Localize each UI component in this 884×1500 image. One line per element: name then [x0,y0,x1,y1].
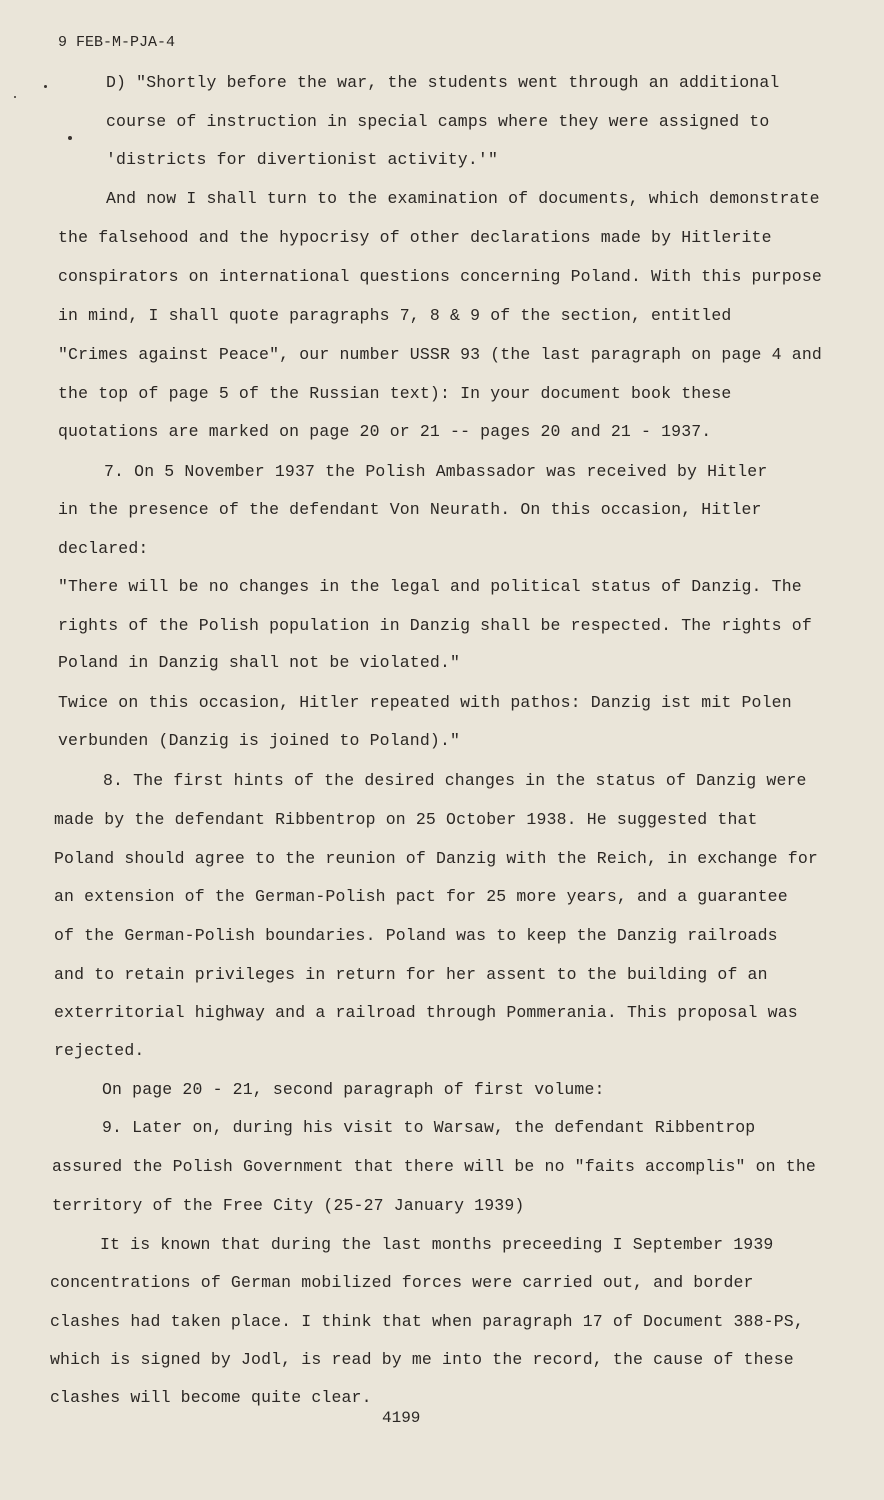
text-line: assured the Polish Government that there will be no "faits accomplis" on the [52,1157,816,1176]
text-line: conspirators on international questions concerning Poland. With this purpose [58,267,822,286]
text-line: in the presence of the defendant Von Neurath. On this occasion, Hitler [58,500,762,519]
page-header: 9 FEB-M-PJA-4 [58,34,176,51]
ink-speck [14,96,16,98]
ink-speck [44,85,47,88]
text-line: clashes had taken place. I think that when paragraph 17 of Document 388-PS, [50,1312,804,1331]
text-line: D) "Shortly before the war, the students went through an additional [106,73,780,92]
text-line: which is signed by Jodl, is read by me into the record, the cause of these [50,1350,794,1369]
text-line: Poland in Danzig shall not be violated." [58,653,461,672]
text-line: 7. On 5 November 1937 the Polish Ambassador was received by Hitler [104,462,768,481]
text-line: made by the defendant Ribbentrop on 25 October 1938. He suggested that [54,810,758,829]
text-line: of the German-Polish boundaries. Poland was to keep the Danzig railroads [54,926,778,945]
text-line: 8. The first hints of the desired changes in the status of Danzig were [103,771,807,790]
text-line: rejected. [54,1041,145,1060]
text-line: the top of page 5 of the Russian text): In your document book these [58,384,732,403]
ink-speck [68,136,72,140]
text-line: clashes will become quite clear. [50,1388,372,1407]
text-line: exterritorial highway and a railroad through Pommerania. This proposal was [54,1003,798,1022]
text-line: course of instruction in special camps where they were assigned to [106,112,770,131]
text-line: And now I shall turn to the examination of documents, which demonstrate [106,189,820,208]
text-line: 9. Later on, during his visit to Warsaw, the defendant Ribbentrop [102,1118,756,1137]
text-line: concentrations of German mobilized forces were carried out, and border [50,1273,754,1292]
text-line: and to retain privileges in return for her assent to the building of an [54,965,768,984]
page-number: 4199 [382,1409,421,1427]
text-line: 'districts for divertionist activity.'" [106,150,499,169]
text-line: territory of the Free City (25-27 January 1939) [52,1196,525,1215]
text-line: On page 20 - 21, second paragraph of first volume: [102,1080,605,1099]
text-line: verbunden (Danzig is joined to Poland)." [58,731,461,750]
text-line: an extension of the German-Polish pact for 25 more years, and a guarantee [54,887,788,906]
text-line: declared: [58,539,149,558]
text-line: rights of the Polish population in Danzig shall be respected. The rights of [58,616,812,635]
text-line: in mind, I shall quote paragraphs 7, 8 & 9 of the section, entitled [58,306,732,325]
text-line: "Crimes against Peace", our number USSR 93 (the last paragraph on page 4 and [58,345,822,364]
text-line: It is known that during the last months preceeding I September 1939 [100,1235,774,1254]
text-line: "There will be no changes in the legal and political status of Danzig. The [58,577,802,596]
text-line: the falsehood and the hypocrisy of other declarations made by Hitlerite [58,228,772,247]
text-line: Poland should agree to the reunion of Danzig with the Reich, in exchange for [54,849,818,868]
text-line: quotations are marked on page 20 or 21 -- pages 20 and 21 - 1937. [58,422,712,441]
text-line: Twice on this occasion, Hitler repeated with pathos: Danzig ist mit Polen [58,693,792,712]
